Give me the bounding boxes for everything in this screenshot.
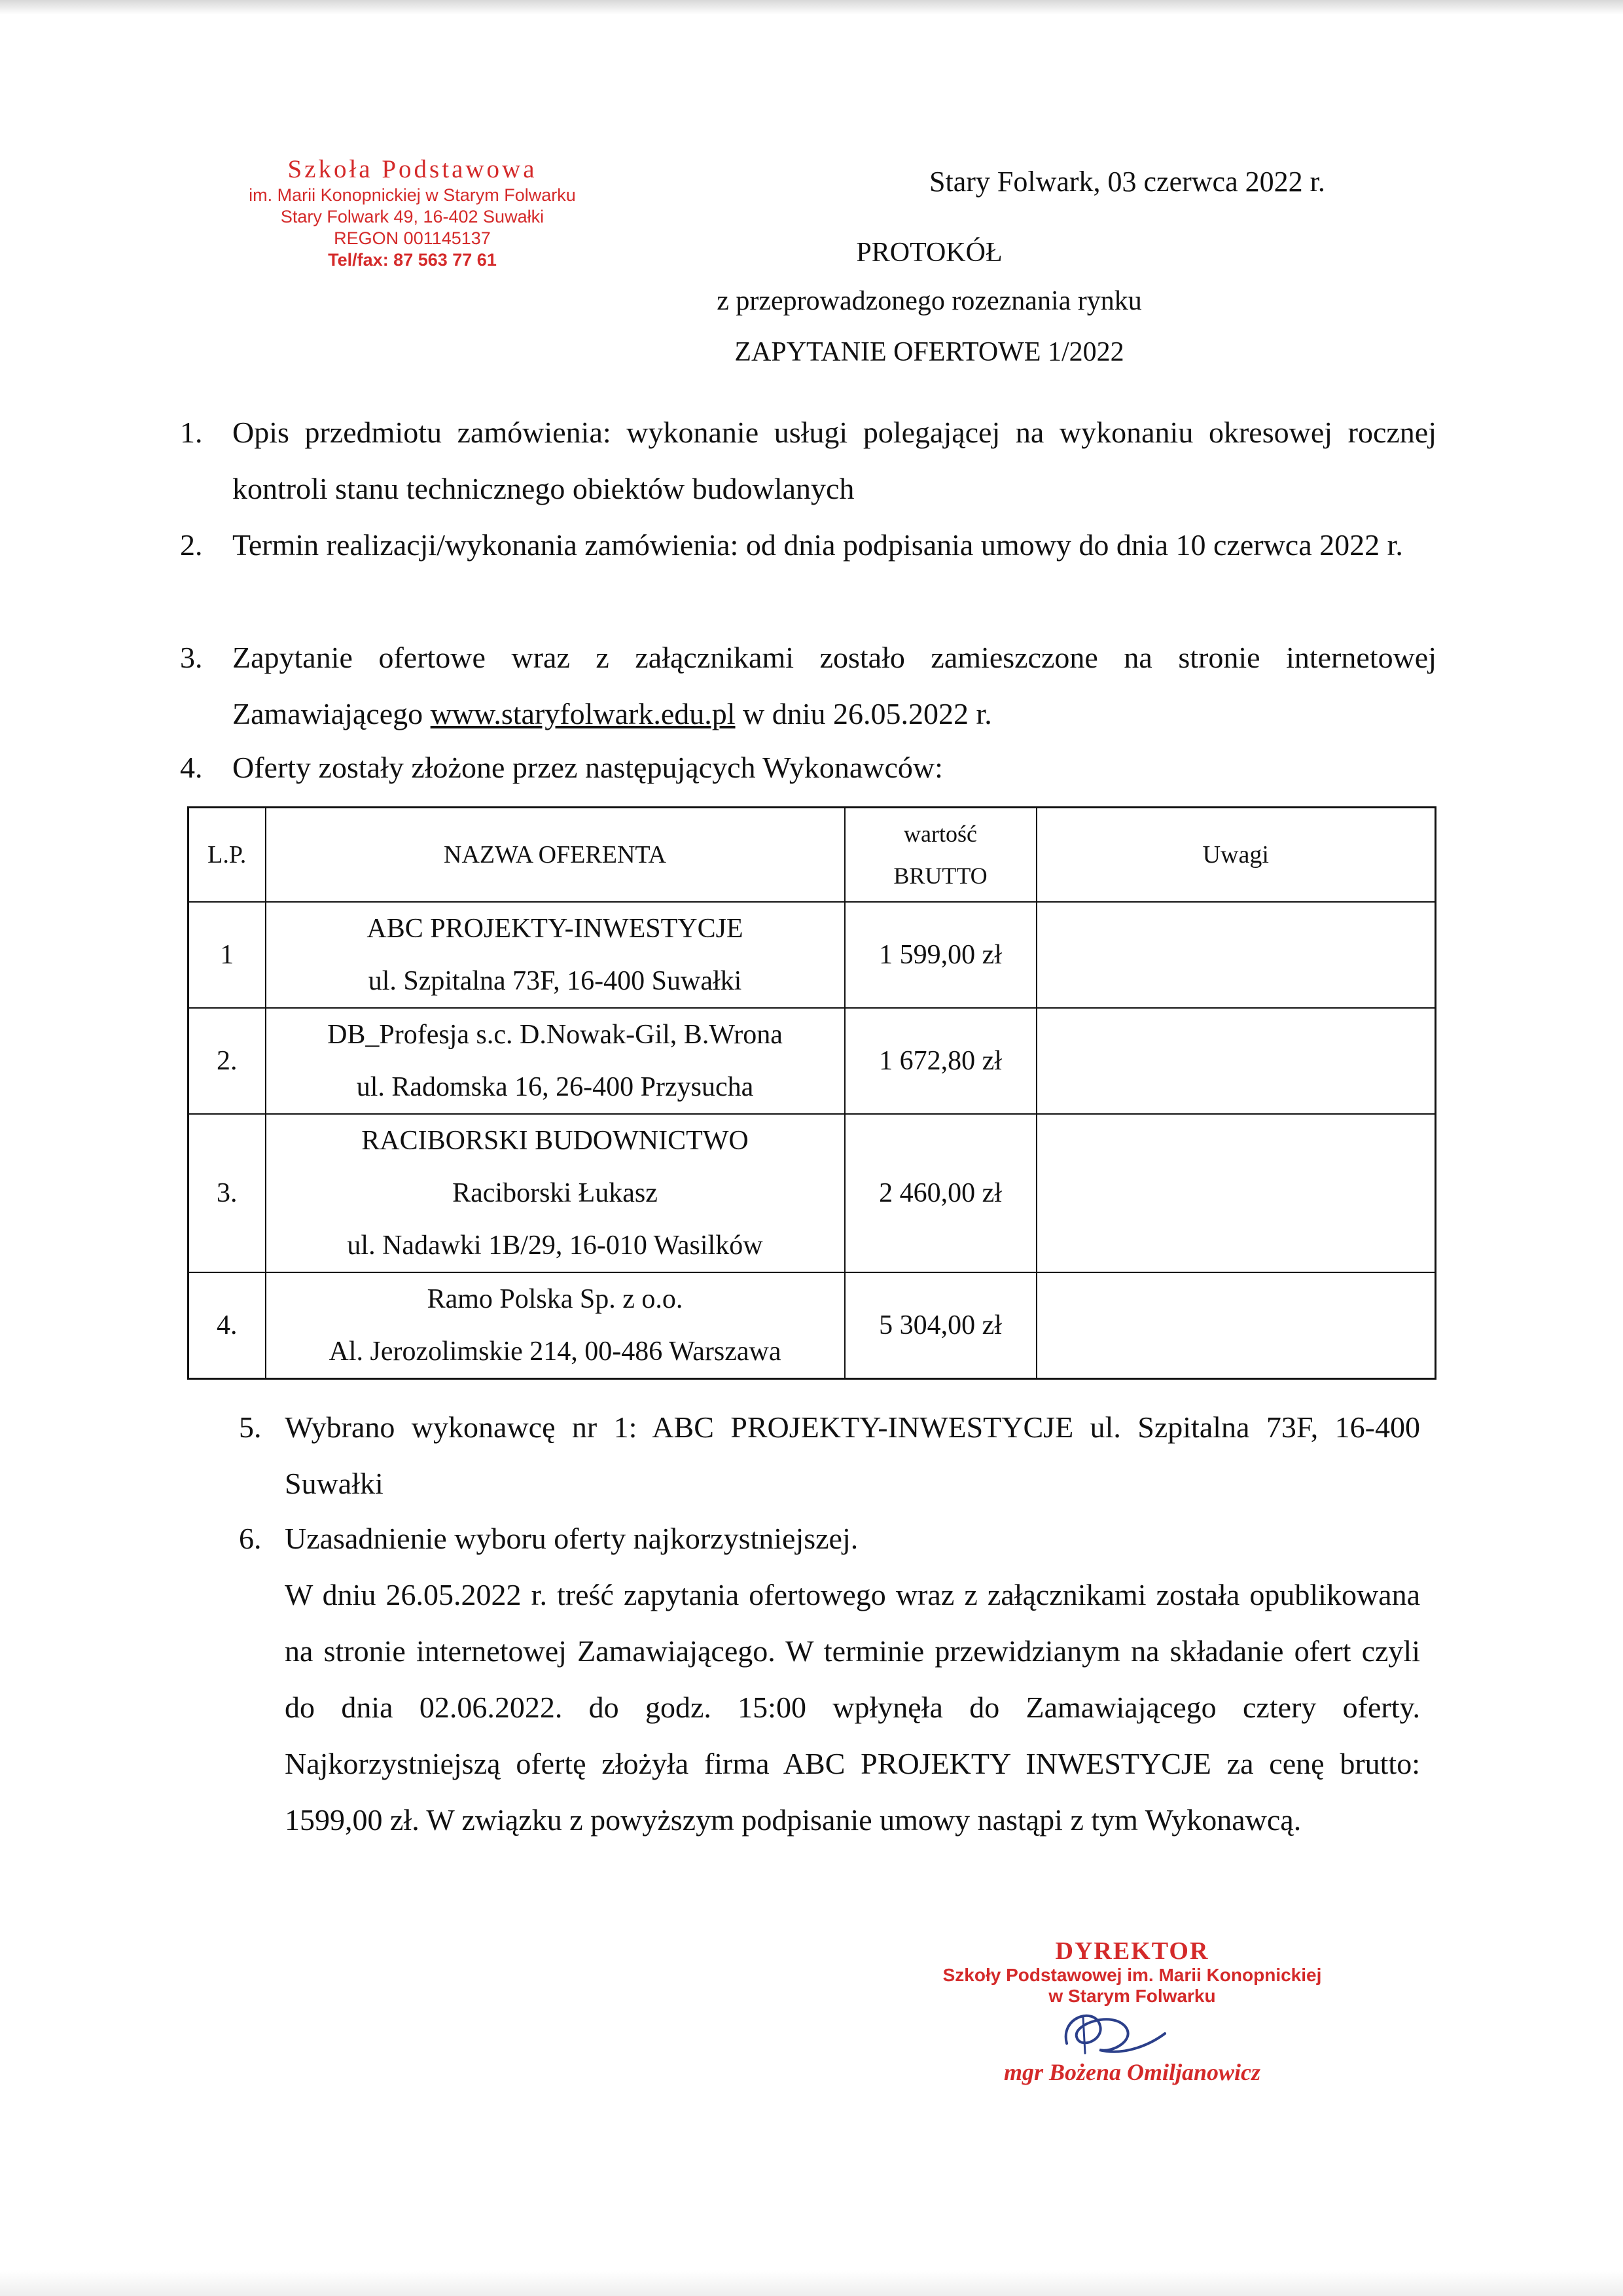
header-notes: Uwagi xyxy=(1037,808,1436,902)
item-text-before: Zapytanie ofertowe wraz z załącznikami zostało zamieszczone na stronie internetowej Zamawiającego xyxy=(232,641,1436,730)
table-header-row xyxy=(188,808,1436,902)
item-text: Oferty zostały złożone przez następujących Wykonawców: xyxy=(232,751,943,784)
list-item xyxy=(170,517,1436,573)
cell-name-line: ul. Nadawki 1B/29, 16-010 Wasilków xyxy=(347,1230,763,1261)
stamp-school-name: Szkoła Podstawowa xyxy=(287,155,537,183)
item-text: Wybrano wykonawcę nr 1: ABC PROJEKTY-INWESTYCJE ul. Szpitalna 73F, 16-400 Suwałki xyxy=(285,1410,1420,1500)
stamp-patron: im. Marii Konopnickiej w Starym Folwarku xyxy=(249,185,576,205)
item-text: Opis przedmiotu zamówienia: wykonanie usługi polegającej na wykonaniu okresowej rocznej kontroli stanu technicznego obiektów budowlanych xyxy=(232,416,1436,505)
table-row xyxy=(188,1272,1436,1379)
cell-value: 5 304,00 zł xyxy=(845,1272,1037,1379)
cell-name-line: Ramo Polska Sp. z o.o. xyxy=(427,1283,683,1314)
cell-notes xyxy=(1037,1008,1436,1114)
document-title: PROTOKÓŁ xyxy=(856,238,1003,268)
cell-name xyxy=(266,902,845,1008)
item-number: 5. xyxy=(239,1410,262,1444)
director-stamp xyxy=(903,1937,1361,2085)
cell-notes xyxy=(1037,902,1436,1008)
cell-lp: 1 xyxy=(188,902,266,1008)
signature xyxy=(903,2007,1361,2059)
cell-name-line: ABC PROJEKTY-INWESTYCJE xyxy=(366,913,743,944)
cell-lp: 3. xyxy=(188,1114,266,1272)
item-number: 3. xyxy=(180,641,203,674)
item-text: Uzasadnienie wyboru oferty najkorzystniejszej. xyxy=(285,1522,859,1555)
stamp-regon: REGON 001145137 xyxy=(334,228,491,248)
list-item xyxy=(170,404,1436,517)
scan-edge-top xyxy=(0,0,1623,14)
list-item xyxy=(229,1399,1420,1512)
cell-name-line: DB_Profesja s.c. D.Nowak-Gil, B.Wrona xyxy=(327,1019,783,1050)
cell-value: 1 672,80 zł xyxy=(845,1008,1037,1114)
director-school: Szkoły Podstawowej im. Marii Konopnickiej xyxy=(942,1965,1322,1985)
stamp-phone: Tel/fax: 87 563 77 61 xyxy=(328,250,497,270)
table-row xyxy=(188,1008,1436,1114)
scan-edge-bottom xyxy=(0,2271,1623,2296)
cell-notes xyxy=(1037,1114,1436,1272)
cell-name-line: Raciborski Łukasz xyxy=(452,1177,658,1208)
stamp-address: Stary Folwark 49, 16-402 Suwałki xyxy=(280,207,544,226)
cell-lp: 2. xyxy=(188,1008,266,1114)
list-item xyxy=(229,1511,1420,1848)
signature-icon xyxy=(1054,2004,1171,2063)
item-number: 6. xyxy=(239,1522,262,1555)
item-text-after: w dniu 26.05.2022 r. xyxy=(743,697,992,730)
place-date: Stary Folwark, 03 czerwca 2022 r. xyxy=(929,166,1325,198)
list-item xyxy=(170,740,1436,796)
list-item xyxy=(170,630,1436,742)
table-row xyxy=(188,1114,1436,1272)
cell-lp: 4. xyxy=(188,1272,266,1379)
item-number: 4. xyxy=(180,751,203,784)
table-row xyxy=(188,902,1436,1008)
item-number: 2. xyxy=(180,528,203,562)
cell-name xyxy=(266,1272,845,1379)
item-text: Termin realizacji/wykonania zamówienia: od dnia podpisania umowy do dnia 10 czerwca 2022 r. xyxy=(232,528,1403,562)
item-text xyxy=(232,630,1436,742)
header-value-top: wartość xyxy=(904,820,977,847)
header-name: NAZWA OFERENTA xyxy=(266,808,845,902)
cell-value: 2 460,00 zł xyxy=(845,1114,1037,1272)
cell-value: 1 599,00 zł xyxy=(845,902,1037,1008)
website-link[interactable]: www.staryfolwark.edu.pl xyxy=(430,697,736,730)
cell-name xyxy=(266,1008,845,1114)
item-number: 1. xyxy=(180,416,203,449)
director-name: mgr Bożena Omiljanowicz xyxy=(1003,2059,1261,2085)
cell-notes xyxy=(1037,1272,1436,1379)
offers-table xyxy=(187,806,1436,1380)
cell-name-line: RACIBORSKI BUDOWNICTWO xyxy=(361,1125,749,1156)
header-lp: L.P. xyxy=(188,808,266,902)
inquiry-number: ZAPYTANIE OFERTOWE 1/2022 xyxy=(734,337,1124,367)
document-subtitle: z przeprowadzonego rozeznania rynku xyxy=(717,286,1142,316)
director-location: w Starym Folwarku xyxy=(1048,1986,1216,2006)
justification-paragraph: W dniu 26.05.2022 r. treść zapytania ofertowego wraz z załącznikami została opublikowana na stronie internetowej Zamawiającego. W terminie przewidzianym na składanie ofert czyli do dnia 02.06.2022. do godz. 15:00 wpłynęła do Zamawiającego cztery oferty. Najkorzystniejszą ofertę złożyła firma ABC PROJEKTY INWESTYCJE za cenę brutto: 1599,00 zł. W związku z powyższym podpisanie umowy nastąpi z tym Wykonawcą. xyxy=(285,1578,1420,1837)
director-title: DYREKTOR xyxy=(1055,1937,1209,1965)
header-value xyxy=(845,808,1037,902)
cell-name-line: ul. Szpitalna 73F, 16-400 Suwałki xyxy=(368,965,742,996)
header-value-bottom: BRUTTO xyxy=(893,862,988,889)
cell-name-line: Al. Jerozolimskie 214, 00-486 Warszawa xyxy=(329,1336,781,1367)
cell-name xyxy=(266,1114,845,1272)
cell-name-line: ul. Radomska 16, 26-400 Przysucha xyxy=(356,1071,754,1102)
